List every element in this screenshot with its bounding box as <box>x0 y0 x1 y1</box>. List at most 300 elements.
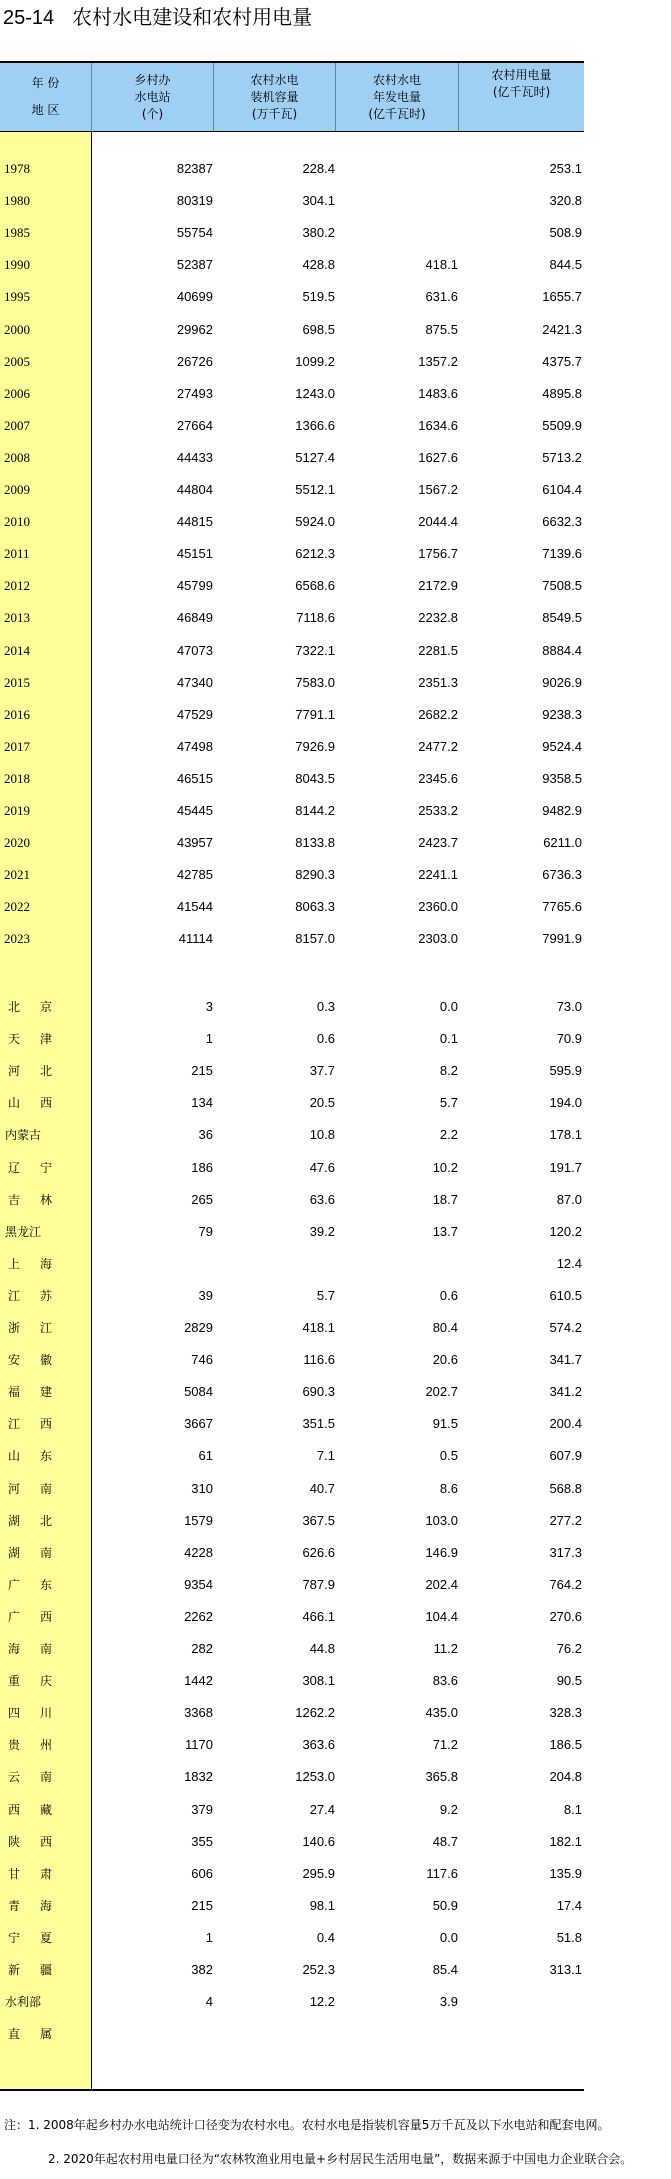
cell-hydro-stations: 44804 <box>176 482 213 497</box>
cell-annual-generation: 146.9 <box>425 1544 458 1560</box>
cell-hydro-stations: 44815 <box>176 514 213 530</box>
cell-installed-capacity: 252.3 <box>302 1962 335 1977</box>
cell-rural-consumption <box>458 2019 582 2049</box>
region-row <box>0 1827 584 1857</box>
cell-rural-consumption: 70.9 <box>556 1031 582 1047</box>
cell-rural-consumption: 610.5 <box>549 1287 582 1303</box>
cell-annual-generation: 103.0 <box>425 1512 458 1528</box>
cell-rural-consumption: 341.7 <box>549 1352 582 1368</box>
cell-hydro-stations: 186 <box>191 1159 213 1175</box>
cell-installed-capacity: 0.3 <box>316 999 335 1014</box>
cell-annual-generation: 8.6 <box>439 1480 458 1496</box>
cell-installed-capacity: 363.6 <box>302 1737 335 1753</box>
cell-rural-consumption: 764.2 <box>549 1576 582 1592</box>
cell-hydro-stations: 47340 <box>176 674 213 690</box>
cell-hydro-stations: 134 <box>191 1095 213 1111</box>
cell-annual-generation: 11.2 <box>433 1641 458 1656</box>
table-number: 25-14 <box>3 7 55 29</box>
header-installed-capacity <box>214 63 335 131</box>
year-label: 2007 <box>4 417 30 433</box>
cell-installed-capacity <box>213 1249 335 1279</box>
cell-rural-consumption: 7508.5 <box>542 578 582 594</box>
region-label-char: 宁 <box>8 1930 21 1945</box>
cell-annual-generation: 2281.5 <box>418 642 458 658</box>
cell-hydro-stations: 27493 <box>176 385 213 401</box>
cell-annual-generation: 1756.7 <box>418 546 458 562</box>
region-row <box>0 2019 584 2049</box>
cell-installed-capacity: 44.8 <box>309 1641 335 1656</box>
cell-hydro-stations: 47498 <box>176 738 213 754</box>
cell-installed-capacity: 63.6 <box>309 1191 335 1207</box>
cell-hydro-stations: 82387 <box>176 161 213 176</box>
year-label: 2018 <box>4 770 30 786</box>
cell-hydro-stations: 52387 <box>176 257 213 273</box>
year-label: 2000 <box>4 321 30 337</box>
cell-hydro-stations: 41114 <box>178 931 213 947</box>
cell-annual-generation: 13.7 <box>432 1223 458 1239</box>
year-label: 2006 <box>4 385 30 401</box>
cell-rural-consumption: 186.5 <box>549 1737 582 1753</box>
region-label-char: 吉 <box>8 1192 21 1207</box>
cell-annual-generation: 2423.7 <box>418 835 458 851</box>
region-row <box>0 1088 584 1118</box>
header-line: (亿千瓦时) <box>492 85 551 99</box>
cell-installed-capacity: 8133.8 <box>295 835 335 851</box>
year-label: 2019 <box>4 803 30 818</box>
region-row <box>0 1409 584 1439</box>
cell-hydro-stations: 44433 <box>176 449 213 465</box>
region-label <box>8 1634 52 1664</box>
cell-hydro-stations: 36 <box>198 1127 213 1143</box>
cell-rural-consumption: 313.1 <box>549 1962 582 1977</box>
cell-annual-generation: 202.4 <box>425 1576 458 1592</box>
region-label-char: 东 <box>39 1577 52 1592</box>
region-label <box>8 1185 52 1215</box>
cell-installed-capacity: 0.6 <box>316 1031 335 1047</box>
cell-rural-consumption: 12.4 <box>556 1255 582 1271</box>
cell-annual-generation: 8.2 <box>439 1063 458 1079</box>
cell-rural-consumption: 191.7 <box>549 1159 582 1175</box>
region-label-char: 广 <box>8 1577 21 1592</box>
year-row <box>0 571 584 601</box>
cell-rural-consumption: 317.3 <box>549 1544 582 1560</box>
cell-installed-capacity: 5924.0 <box>295 514 335 530</box>
cell-hydro-stations: 41544 <box>176 899 213 915</box>
cell-installed-capacity: 8157.0 <box>295 931 335 947</box>
cell-annual-generation <box>335 186 458 216</box>
year-label: 2012 <box>4 578 30 594</box>
region-row <box>0 1602 584 1632</box>
cell-installed-capacity: 308.1 <box>302 1673 335 1689</box>
cell-hydro-stations: 310 <box>191 1480 213 1496</box>
region-label <box>8 1024 52 1054</box>
cell-hydro-stations: 2829 <box>184 1320 213 1335</box>
cell-annual-generation <box>335 154 458 184</box>
cell-hydro-stations: 40699 <box>176 289 213 305</box>
year-row <box>0 539 584 569</box>
region-label: 黑龙江 <box>5 1224 42 1239</box>
cell-rural-consumption: 90.5 <box>556 1673 582 1689</box>
region-label <box>8 1538 52 1568</box>
cell-hydro-stations: 55754 <box>176 225 213 241</box>
region-label-char: 徽 <box>39 1353 52 1368</box>
cell-installed-capacity: 98.1 <box>309 1897 335 1913</box>
region-label-char: 福 <box>8 1385 21 1400</box>
region-label <box>8 1762 52 1792</box>
year-label: 1985 <box>4 225 30 241</box>
cell-installed-capacity: 0.4 <box>316 1929 335 1945</box>
header-rural-consumption <box>459 63 584 131</box>
cell-installed-capacity: 6212.3 <box>295 546 335 562</box>
region-row <box>0 1923 584 1953</box>
cell-rural-consumption: 341.2 <box>549 1384 582 1400</box>
region-label <box>8 1698 52 1728</box>
cell-annual-generation: 1357.2 <box>418 353 458 369</box>
cell-installed-capacity: 40.7 <box>309 1480 335 1496</box>
region-label <box>8 1281 52 1311</box>
region-label-char: 西 <box>39 1096 52 1111</box>
cell-rural-consumption: 607.9 <box>549 1448 582 1464</box>
region-row <box>0 992 584 1022</box>
cell-hydro-stations <box>120 2019 213 2049</box>
region-label-char: 河 <box>8 1481 21 1496</box>
header-line: 年发电量 <box>372 89 421 104</box>
cell-hydro-stations: 1832 <box>184 1769 213 1785</box>
table-title-text: 农村水电建设和农村用电量 <box>72 5 313 29</box>
cell-annual-generation: 9.2 <box>439 1801 458 1817</box>
cell-installed-capacity: 351.5 <box>302 1416 335 1432</box>
header-stub-region: 地 区 <box>31 103 60 117</box>
region-label-char: 肃 <box>39 1866 52 1881</box>
cell-hydro-stations: 43957 <box>176 835 213 851</box>
year-row <box>0 732 584 762</box>
year-row <box>0 924 584 954</box>
cell-hydro-stations: 39 <box>198 1287 213 1303</box>
cell-annual-generation: 631.6 <box>425 289 458 305</box>
cell-annual-generation: 0.5 <box>439 1448 458 1464</box>
region-label-char: 广 <box>8 1609 21 1624</box>
region-label <box>8 1088 52 1118</box>
region-row <box>0 1185 584 1215</box>
region-label-char: 陕 <box>8 1834 21 1849</box>
cell-rural-consumption: 87.0 <box>556 1191 582 1207</box>
cell-hydro-stations: 1 <box>205 1031 213 1047</box>
region-row <box>0 1120 584 1150</box>
region-row <box>0 1281 584 1311</box>
header-stub-year: 年 份 <box>31 76 60 90</box>
cell-installed-capacity: 7118.6 <box>296 610 335 626</box>
cell-installed-capacity <box>213 2019 335 2049</box>
year-label: 2005 <box>4 353 30 369</box>
cell-rural-consumption: 8.1 <box>563 1801 582 1817</box>
cell-installed-capacity: 228.4 <box>302 161 335 176</box>
cell-rural-consumption: 73.0 <box>556 999 582 1014</box>
cell-hydro-stations: 3 <box>205 999 213 1014</box>
cell-annual-generation: 0.6 <box>439 1287 458 1303</box>
cell-installed-capacity: 37.7 <box>309 1063 335 1079</box>
region-row <box>0 1217 584 1247</box>
region-row <box>0 1441 584 1471</box>
cell-hydro-stations: 47073 <box>176 642 213 658</box>
region-label-char: 疆 <box>39 1963 52 1977</box>
region-label-char: 湖 <box>8 1513 21 1528</box>
cell-hydro-stations: 29962 <box>176 321 213 337</box>
cell-rural-consumption: 5713.2 <box>542 449 582 465</box>
cell-installed-capacity: 140.6 <box>302 1833 335 1849</box>
cell-hydro-stations: 215 <box>191 1897 213 1913</box>
year-row <box>0 764 584 794</box>
region-label-char: 建 <box>39 1385 52 1400</box>
cell-hydro-stations: 26726 <box>176 353 213 369</box>
cell-rural-consumption: 595.9 <box>549 1063 582 1079</box>
cell-hydro-stations: 9354 <box>184 1576 213 1592</box>
cell-annual-generation: 2351.3 <box>418 674 458 690</box>
year-row <box>0 379 584 409</box>
cell-hydro-stations: 47529 <box>176 706 213 722</box>
cell-installed-capacity: 8043.5 <box>295 770 335 786</box>
year-row <box>0 860 584 890</box>
region-row <box>0 1474 584 1504</box>
region-row <box>0 1859 584 1889</box>
cell-installed-capacity: 12.2 <box>309 1994 335 2010</box>
cell-installed-capacity: 6568.6 <box>295 578 335 594</box>
region-row <box>0 1313 584 1343</box>
year-row <box>0 507 584 537</box>
cell-annual-generation: 1634.6 <box>418 417 458 433</box>
cell-installed-capacity: 626.6 <box>302 1544 335 1560</box>
region-label: 水利部 <box>5 1995 42 2010</box>
cell-hydro-stations: 265 <box>191 1191 213 1207</box>
cell-rural-consumption: 253.1 <box>549 161 582 176</box>
region-label-char: 津 <box>39 1032 52 1047</box>
cell-annual-generation: 48.7 <box>432 1833 458 1849</box>
cell-annual-generation: 2682.2 <box>418 706 458 722</box>
region-label-char: 西 <box>39 1834 52 1849</box>
cell-installed-capacity: 7791.1 <box>295 706 335 722</box>
year-row <box>0 636 584 666</box>
region-label-char: 属 <box>39 2027 52 2042</box>
region-label-char: 甘 <box>8 1866 21 1881</box>
cell-rural-consumption: 277.2 <box>549 1512 582 1528</box>
cell-annual-generation <box>335 1249 458 1279</box>
cell-annual-generation: 50.9 <box>432 1897 458 1913</box>
region-label-char: 北 <box>39 1064 52 1079</box>
region-label <box>8 1666 52 1696</box>
cell-rural-consumption: 182.1 <box>549 1833 582 1849</box>
year-label: 2023 <box>4 931 30 947</box>
region-label <box>8 1441 52 1471</box>
region-label <box>8 1377 52 1407</box>
header-annual-generation <box>336 63 458 131</box>
cell-installed-capacity: 367.5 <box>302 1512 335 1528</box>
cell-hydro-stations: 1170 <box>185 1737 213 1753</box>
cell-installed-capacity: 418.1 <box>302 1320 335 1335</box>
region-label <box>8 1313 52 1343</box>
cell-installed-capacity: 8290.3 <box>295 867 335 883</box>
header-line: (个) <box>141 106 164 121</box>
region-label <box>8 1602 52 1632</box>
cell-hydro-stations: 215 <box>191 1063 213 1079</box>
cell-rural-consumption: 844.5 <box>549 257 582 273</box>
cell-rural-consumption: 574.2 <box>549 1320 582 1335</box>
cell-hydro-stations: 61 <box>198 1448 213 1464</box>
cell-installed-capacity: 1243.0 <box>295 385 335 401</box>
year-row <box>0 603 584 633</box>
region-label-char: 西 <box>8 1802 21 1817</box>
region-label: 内蒙古 <box>5 1128 42 1143</box>
year-row <box>0 700 584 730</box>
header-line: 乡村办 <box>134 72 171 87</box>
footnote-1: 注：1. 2008年起乡村办水电站统计口径变为农村水电。农村水电是指装机容量5万千瓦及以下水电站和配套电网。 <box>4 2118 610 2132</box>
region-label-char: 云 <box>8 1770 21 1785</box>
cell-annual-generation: 2360.0 <box>418 899 458 915</box>
cell-rural-consumption: 5509.9 <box>542 417 582 433</box>
cell-installed-capacity: 8144.2 <box>295 803 335 818</box>
year-label: 1978 <box>4 161 30 176</box>
year-label: 2016 <box>4 706 30 722</box>
region-row <box>0 1506 584 1536</box>
cell-installed-capacity: 519.5 <box>302 289 335 305</box>
cell-annual-generation: 2.2 <box>439 1127 458 1143</box>
region-row <box>0 1634 584 1664</box>
header-line: (万千瓦) <box>251 106 298 121</box>
cell-annual-generation: 435.0 <box>425 1705 458 1721</box>
cell-rural-consumption: 568.8 <box>549 1480 582 1496</box>
cell-hydro-stations: 4 <box>205 1994 213 2010</box>
year-label: 2017 <box>4 738 30 754</box>
region-label <box>8 1345 52 1375</box>
cell-hydro-stations: 746 <box>191 1352 213 1368</box>
cell-annual-generation: 365.8 <box>425 1769 458 1785</box>
cell-annual-generation: 91.5 <box>432 1416 458 1432</box>
cell-annual-generation: 117.6 <box>426 1865 458 1881</box>
cell-installed-capacity: 380.2 <box>302 225 335 241</box>
region-label <box>8 2019 52 2049</box>
cell-annual-generation: 1567.2 <box>418 482 458 497</box>
cell-rural-consumption: 328.3 <box>549 1705 582 1721</box>
year-label: 2021 <box>4 867 30 883</box>
cell-rural-consumption: 9358.5 <box>542 770 582 786</box>
cell-installed-capacity: 1262.2 <box>295 1705 335 1721</box>
cell-annual-generation <box>335 218 458 248</box>
region-label-char: 北 <box>39 1513 52 1528</box>
region-label-char: 西 <box>39 1417 52 1432</box>
region-label <box>8 1409 52 1439</box>
cell-annual-generation: 2241.1 <box>418 867 458 883</box>
bottom-rule <box>0 2089 584 2091</box>
header-stub <box>0 63 91 131</box>
region-label-char: 海 <box>8 1642 21 1656</box>
cell-installed-capacity: 7.1 <box>316 1448 335 1464</box>
cell-rural-consumption: 4375.7 <box>542 353 582 369</box>
cell-rural-consumption: 4895.8 <box>542 385 582 401</box>
region-label-char: 海 <box>39 1256 52 1271</box>
region-row <box>0 1666 584 1696</box>
cell-rural-consumption: 8549.5 <box>542 610 582 626</box>
region-row <box>0 1377 584 1407</box>
cell-hydro-stations: 355 <box>191 1833 213 1849</box>
year-row <box>0 154 584 184</box>
header-hydro-stations <box>92 63 213 131</box>
region-label <box>8 1923 52 1953</box>
year-label: 2014 <box>4 642 30 658</box>
year-row <box>0 828 584 858</box>
region-label <box>8 1474 52 1504</box>
year-label: 2009 <box>4 482 30 497</box>
cell-installed-capacity: 20.5 <box>309 1095 335 1111</box>
cell-installed-capacity: 27.4 <box>309 1801 335 1817</box>
cell-rural-consumption: 204.8 <box>549 1769 582 1785</box>
cell-hydro-stations: 4228 <box>184 1544 213 1560</box>
region-label <box>8 1891 52 1921</box>
cell-annual-generation: 71.2 <box>432 1737 458 1753</box>
cell-hydro-stations: 1 <box>205 1929 213 1945</box>
cell-annual-generation: 2533.2 <box>418 803 458 818</box>
cell-annual-generation: 1483.6 <box>418 385 458 401</box>
region-label-char: 安 <box>8 1353 21 1368</box>
region-row <box>0 1698 584 1728</box>
cell-installed-capacity: 8063.3 <box>295 899 335 915</box>
header-line: 农村用电量 <box>491 68 552 82</box>
region-label-char: 四 <box>8 1706 21 1721</box>
cell-annual-generation: 3.9 <box>439 1994 458 2010</box>
cell-installed-capacity: 1253.0 <box>295 1769 335 1785</box>
cell-installed-capacity: 466.1 <box>302 1608 335 1624</box>
region-label-char: 京 <box>39 1000 52 1014</box>
header-line: 水电站 <box>134 89 171 104</box>
region-row <box>0 1730 584 1760</box>
year-row <box>0 411 584 441</box>
region-label-char: 苏 <box>39 1288 52 1303</box>
cell-hydro-stations: 45445 <box>176 803 213 818</box>
cell-rural-consumption: 194.0 <box>549 1095 582 1111</box>
region-label-char: 天 <box>8 1032 21 1047</box>
cell-annual-generation: 1627.6 <box>418 449 458 465</box>
cell-hydro-stations: 379 <box>191 1801 213 1817</box>
region-label-char: 辽 <box>8 1160 21 1175</box>
header-line: 农村水电 <box>372 72 421 87</box>
cell-annual-generation: 20.6 <box>432 1352 458 1368</box>
region-label <box>8 1795 52 1825</box>
cell-annual-generation: 0.0 <box>439 999 458 1014</box>
region-row <box>0 1345 584 1375</box>
cell-rural-consumption: 9524.4 <box>542 738 582 754</box>
region-label-char: 直 <box>8 2027 21 2042</box>
cell-rural-consumption: 320.8 <box>549 193 582 209</box>
region-row <box>0 1955 584 1985</box>
cell-rural-consumption: 6736.3 <box>542 867 582 883</box>
cell-rural-consumption: 120.2 <box>549 1223 582 1239</box>
cell-annual-generation: 2172.9 <box>418 578 458 594</box>
cell-installed-capacity: 47.6 <box>309 1159 335 1175</box>
region-label-char: 东 <box>39 1449 52 1464</box>
year-row <box>0 796 584 826</box>
region-label <box>8 1570 52 1600</box>
year-label: 2020 <box>4 835 30 851</box>
cell-hydro-stations: 46849 <box>176 610 213 626</box>
region-label-char: 南 <box>39 1545 52 1560</box>
region-label-char: 江 <box>8 1417 21 1432</box>
cell-rural-consumption: 8884.4 <box>542 642 582 658</box>
cell-rural-consumption: 9238.3 <box>542 706 582 722</box>
cell-installed-capacity: 39.2 <box>309 1223 335 1239</box>
cell-rural-consumption: 7765.6 <box>542 899 582 915</box>
footnote-2: 2. 2020年起农村用电量口径为“农林牧渔业用电量+乡村居民生活用电量”，数据来源于中国电力企业联合会。 <box>48 2152 633 2166</box>
year-row <box>0 347 584 377</box>
cell-installed-capacity: 116.6 <box>303 1352 335 1368</box>
region-label-char: 山 <box>8 1096 21 1111</box>
cell-annual-generation: 18.7 <box>432 1191 458 1207</box>
